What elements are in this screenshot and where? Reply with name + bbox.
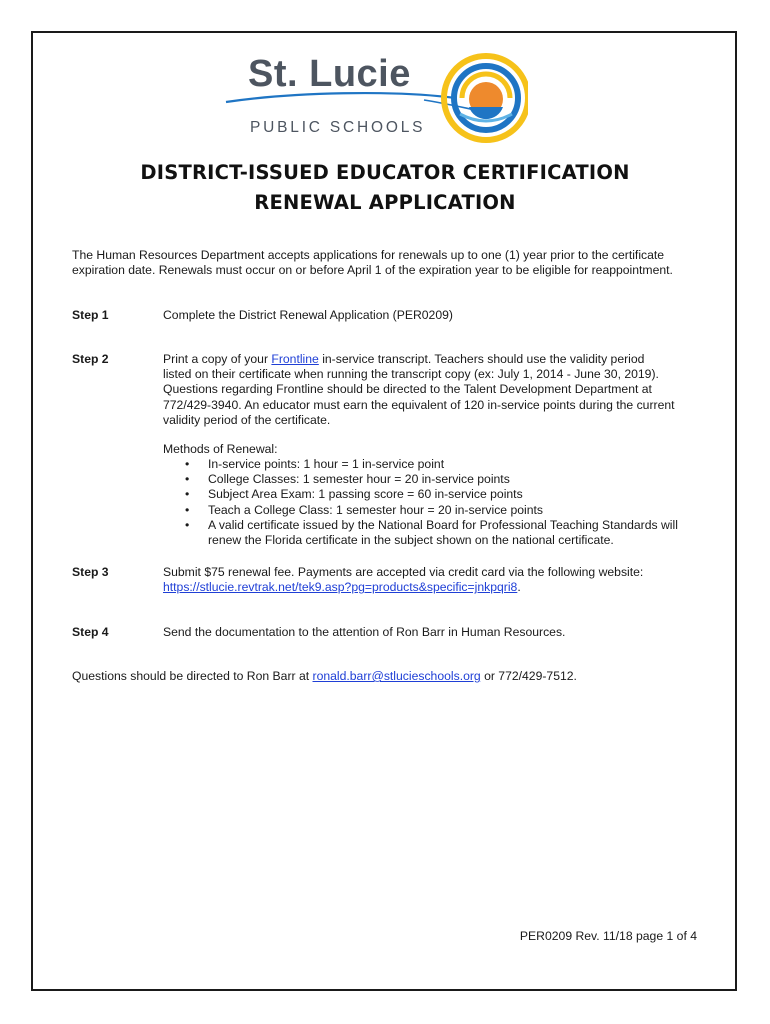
bullet-icon: •	[185, 502, 190, 517]
page-footer: PER0209 Rev. 11/18 page 1 of 4	[519, 929, 697, 943]
methods-list	[163, 457, 703, 548]
step-1-text: Complete the District Renewal Application (PER0209)	[163, 308, 453, 322]
step-4-label: Step 4	[72, 625, 109, 639]
questions-paragraph	[72, 669, 712, 684]
frontline-link[interactable]: Frontline	[271, 352, 319, 366]
logo-subtitle: PUBLIC SCHOOLS	[250, 119, 426, 136]
list-item	[163, 487, 703, 502]
list-item	[163, 518, 703, 533]
questions-text-post: or 772/429-7512.	[480, 669, 577, 683]
step-1-label: Step 1	[72, 308, 109, 322]
list-item	[163, 457, 703, 472]
method-text: renew the Florida certificate in the subject shown on the national certificate.	[208, 533, 614, 548]
step-3-label: Step 3	[72, 565, 109, 579]
intro-paragraph	[72, 248, 712, 278]
bullet-icon: •	[185, 517, 190, 532]
list-item	[163, 472, 703, 487]
step-3-line-2	[163, 580, 703, 595]
step-2-label: Step 2	[72, 352, 109, 366]
document-title	[60, 158, 710, 218]
questions-text-pre: Questions should be directed to Ron Barr at	[72, 669, 313, 683]
methods-heading: Methods of Renewal:	[163, 442, 278, 456]
method-text: College Classes: 1 semester hour = 20 in-service points	[208, 472, 510, 487]
logo-name: St. Lucie	[248, 53, 411, 95]
step-2-line-5: validity period of the certificate.	[163, 412, 331, 427]
payment-website-link[interactable]: https://stlucie.revtrak.net/tek9.asp?pg=products&specific=jnkpqri8	[163, 580, 518, 595]
intro-line-2: expiration date. Renewals must occur on or before April 1 of the expiration year to be eligible for reappointment.	[72, 263, 673, 278]
step-3-line-1: Submit $75 renewal fee. Payments are accepted via credit card via the following website:	[163, 565, 644, 579]
email-link[interactable]: ronald.barr@stlucieschools.org	[312, 669, 481, 683]
bullet-icon: •	[185, 472, 190, 487]
step-2-line-2: listed on their certificate when running the transcript copy (ex: July 1, 2014 - June 30, 2019).	[163, 367, 659, 382]
step-2-line-3: Questions regarding Frontline should be directed to the Talent Development Department at	[163, 382, 652, 397]
method-text: In-service points: 1 hour = 1 in-service point	[208, 457, 445, 471]
bullet-icon: •	[185, 457, 190, 471]
method-text: Teach a College Class: 1 semester hour = 20 in-service points	[208, 502, 543, 517]
step-2-line-4: 772/429-3940. An educator must earn the equivalent of 120 in-service points during the current	[163, 397, 675, 412]
st-lucie-logo	[224, 52, 528, 148]
step-3-link-suffix: .	[517, 580, 521, 595]
method-text: A valid certificate issued by the National Board for Professional Teaching Standards will	[208, 517, 678, 532]
step-4-text: Send the documentation to the attention of Ron Barr in Human Resources.	[163, 625, 566, 639]
bullet-icon: •	[185, 487, 190, 502]
step-2-text-pre: Print a copy of your	[163, 352, 272, 366]
list-item	[163, 503, 703, 518]
step-2-line-1	[163, 352, 703, 367]
title-line-1: DISTRICT-ISSUED EDUCATOR CERTIFICATION	[140, 161, 630, 184]
list-item-continuation	[163, 533, 703, 548]
step-3-text	[163, 565, 703, 595]
step-2-text-post: in-service transcript. Teachers should use the validity period	[318, 352, 645, 366]
title-line-2: RENEWAL APPLICATION	[254, 191, 516, 214]
method-text: Subject Area Exam: 1 passing score = 60 in-service points	[208, 487, 523, 502]
intro-line-1: The Human Resources Department accepts applications for renewals up to one (1) year prior to the certificate	[72, 248, 665, 262]
step-2-text	[163, 352, 703, 428]
